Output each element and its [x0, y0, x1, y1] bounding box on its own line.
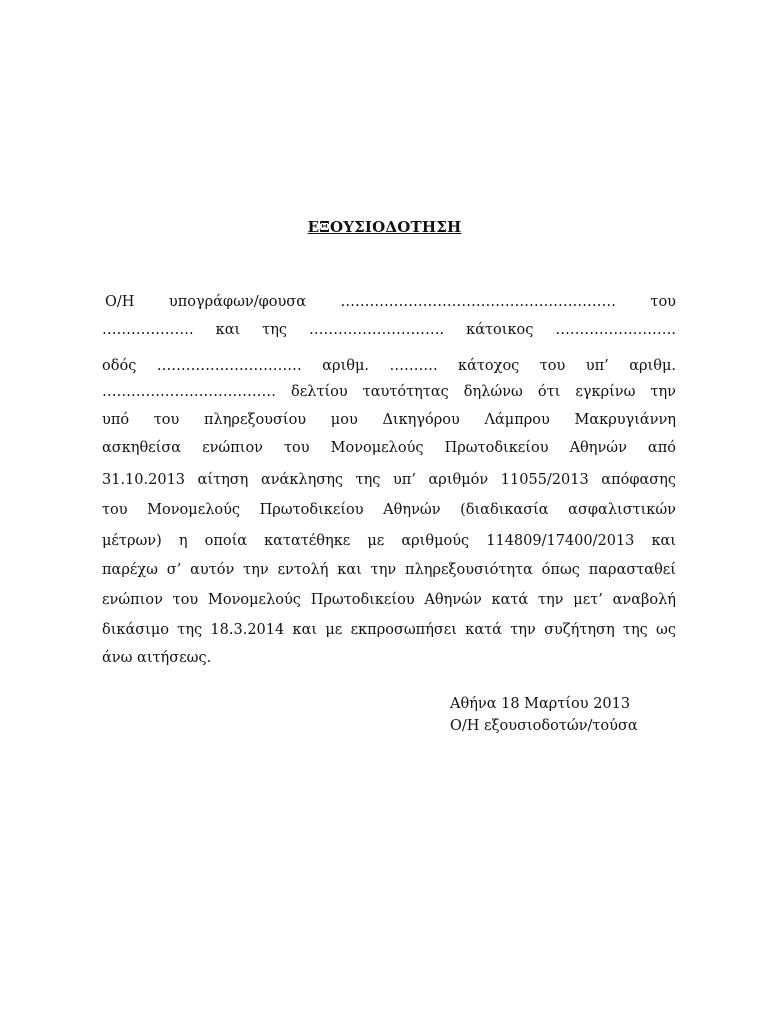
body-line-5: υπό του πληρεξουσίου μου Δικηγόρου Λάμπρου Μακρυγιάννη — [102, 412, 676, 428]
body-line-9: μέτρων) η οποία κατατέθηκε με αριθμούς 114809/17400/2013 και — [102, 533, 676, 549]
body-line-3: οδός ………………………… αριθμ. ………. κάτοχος του υπ’ αριθμ. — [102, 358, 676, 374]
body-line-11: ενώπιον του Μονομελούς Πρωτοδικείου Αθηνών κατά την μετ’ αναβολή — [102, 592, 676, 608]
body-line-7: 31.10.2013 αίτηση ανάκλησης της υπ’ αριθμόν 11055/2013 απόφασης — [102, 472, 676, 488]
document-title: ΕΞΟΥΣΙΟΔΟΤΗΣΗ — [307, 218, 462, 236]
body-line-13: άνω αιτήσεως. — [102, 650, 212, 666]
body-line-4: ……………………………… δελτίου ταυτότητας δηλώνω ότι εγκρίνω την — [102, 384, 676, 400]
body-line-2: ………………. και της ………………………. κάτοικος ……………………. — [102, 322, 676, 338]
body-line-8: του Μονομελούς Πρωτοδικείου Αθηνών (διαδικασία ασφαλιστικών — [102, 502, 676, 518]
body-line-1: Ο/Η υπογράφων/φουσα ………………………………………………… του — [105, 294, 676, 310]
signature-signer: Ο/Η εξουσιοδοτών/τούσα — [450, 718, 638, 734]
body-line-6: ασκηθείσα ενώπιον του Μονομελούς Πρωτοδικείου Αθηνών από — [102, 440, 676, 456]
signature-place-date: Αθήνα 18 Μαρτίου 2013 — [450, 696, 631, 712]
body-line-12: δικάσιμο της 18.3.2014 και με εκπροσωπήσει κατά την συζήτηση της ως — [102, 622, 676, 638]
body-line-10: παρέχω σ’ αυτόν την εντολή και την πληρεξουσιότητα όπως παρασταθεί — [102, 562, 676, 578]
